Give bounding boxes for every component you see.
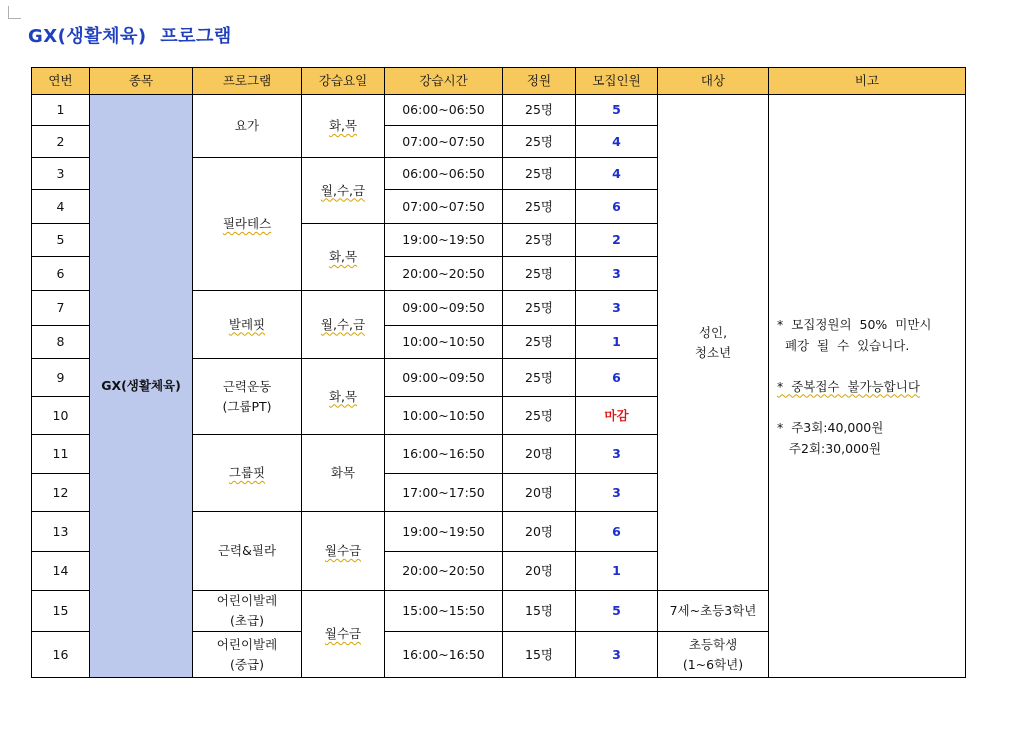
row-number: 8 <box>32 326 90 359</box>
row-number: 15 <box>32 591 90 632</box>
remarks-cell <box>769 95 966 678</box>
sport-cell: GX(생활체육) <box>90 95 193 678</box>
days-text: 화,목 <box>328 388 358 404</box>
remark-text: * 중복접수 불가능합니다 <box>777 378 920 394</box>
time-cell: 16:00~16:50 <box>385 632 503 678</box>
capacity-cell: 25명 <box>503 397 576 435</box>
header-recruit: 모집인원 <box>576 68 658 95</box>
time-cell: 16:00~16:50 <box>385 435 503 474</box>
row-number: 4 <box>32 190 90 224</box>
time-cell: 09:00~09:50 <box>385 359 503 397</box>
remark-item <box>777 417 963 459</box>
row-number: 5 <box>32 224 90 257</box>
days-cell <box>302 224 385 291</box>
remark-item <box>777 376 963 397</box>
program-text: 어린이발레 (중급) <box>216 636 278 672</box>
time-cell: 07:00~07:50 <box>385 190 503 224</box>
time-cell: 09:00~09:50 <box>385 291 503 326</box>
capacity-cell: 25명 <box>503 190 576 224</box>
header-target: 대상 <box>658 68 769 95</box>
program-text: 그룹핏 <box>228 465 266 480</box>
target-cell: 7세~초등3학년 <box>658 591 769 632</box>
days-text: 화,목 <box>328 249 358 264</box>
program-text: 근력운동 (그룹PT) <box>222 378 272 414</box>
row-number: 12 <box>32 474 90 512</box>
recruit-cell: 3 <box>576 632 658 678</box>
recruit-cell: 6 <box>576 190 658 224</box>
target-text: 초등학생 (1~6학년) <box>682 636 744 672</box>
days-cell <box>302 95 385 158</box>
days-cell <box>302 158 385 224</box>
capacity-cell: 15명 <box>503 591 576 632</box>
row-number: 11 <box>32 435 90 474</box>
time-cell: 15:00~15:50 <box>385 591 503 632</box>
days-text: 화,목 <box>328 118 358 133</box>
program-text: 발레핏 <box>228 316 266 332</box>
row-number: 3 <box>32 158 90 190</box>
capacity-cell: 20명 <box>503 512 576 552</box>
row-number: 14 <box>32 552 90 591</box>
time-cell: 17:00~17:50 <box>385 474 503 512</box>
header-sport: 종목 <box>90 68 193 95</box>
days-text: 월,수,금 <box>320 182 366 198</box>
time-cell: 06:00~06:50 <box>385 95 503 126</box>
header-time: 강습시간 <box>385 68 503 95</box>
program-cell <box>193 435 302 512</box>
days-text: 월수금 <box>324 543 362 558</box>
time-cell: 20:00~20:50 <box>385 257 503 291</box>
capacity-cell: 15명 <box>503 632 576 678</box>
capacity-cell: 25명 <box>503 291 576 326</box>
time-cell: 19:00~19:50 <box>385 512 503 552</box>
capacity-cell: 25명 <box>503 126 576 158</box>
time-cell: 07:00~07:50 <box>385 126 503 158</box>
header-days: 강습요일 <box>302 68 385 95</box>
recruit-cell: 6 <box>576 359 658 397</box>
remark-text: * 주3회:40,000원 주2회:30,000원 <box>777 419 884 456</box>
recruit-cell: 5 <box>576 95 658 126</box>
time-cell: 19:00~19:50 <box>385 224 503 257</box>
recruit-cell: 5 <box>576 591 658 632</box>
program-cell: 근력&필라 <box>193 512 302 591</box>
target-cell <box>658 95 769 591</box>
capacity-cell: 20명 <box>503 552 576 591</box>
capacity-cell: 25명 <box>503 158 576 190</box>
program-cell <box>193 359 302 435</box>
days-text: 월,수,금 <box>320 316 366 332</box>
recruit-cell: 3 <box>576 257 658 291</box>
days-cell <box>302 512 385 591</box>
remark-item <box>777 314 963 356</box>
table-row <box>32 95 966 126</box>
header-row <box>32 68 966 95</box>
recruit-cell: 2 <box>576 224 658 257</box>
page-corner-mark <box>8 6 21 19</box>
header-capacity: 정원 <box>503 68 576 95</box>
row-number: 16 <box>32 632 90 678</box>
recruit-cell-closed: 마감 <box>576 397 658 435</box>
program-table <box>31 67 966 678</box>
row-number: 6 <box>32 257 90 291</box>
program-cell <box>193 158 302 291</box>
header-remarks: 비고 <box>769 68 966 95</box>
days-text: 월수금 <box>324 626 362 641</box>
header-program: 프로그램 <box>193 68 302 95</box>
time-cell: 10:00~10:50 <box>385 326 503 359</box>
days-cell <box>302 291 385 359</box>
capacity-cell: 25명 <box>503 326 576 359</box>
program-text: 어린이발레 (초급) <box>216 593 278 628</box>
capacity-cell: 25명 <box>503 359 576 397</box>
capacity-cell: 25명 <box>503 257 576 291</box>
row-number: 2 <box>32 126 90 158</box>
header-number: 연번 <box>32 68 90 95</box>
capacity-cell: 20명 <box>503 435 576 474</box>
target-cell <box>658 632 769 678</box>
recruit-cell: 3 <box>576 291 658 326</box>
recruit-cell: 1 <box>576 552 658 591</box>
program-cell <box>193 591 302 632</box>
time-cell: 06:00~06:50 <box>385 158 503 190</box>
time-cell: 20:00~20:50 <box>385 552 503 591</box>
capacity-cell: 25명 <box>503 224 576 257</box>
row-number: 13 <box>32 512 90 552</box>
recruit-cell: 6 <box>576 512 658 552</box>
row-number: 7 <box>32 291 90 326</box>
program-cell: 요가 <box>193 95 302 158</box>
recruit-cell: 4 <box>576 158 658 190</box>
row-number: 9 <box>32 359 90 397</box>
recruit-cell: 4 <box>576 126 658 158</box>
recruit-cell: 3 <box>576 435 658 474</box>
row-number: 1 <box>32 95 90 126</box>
program-cell <box>193 632 302 678</box>
days-cell: 화목 <box>302 435 385 512</box>
row-number: 10 <box>32 397 90 435</box>
capacity-cell: 20명 <box>503 474 576 512</box>
capacity-cell: 25명 <box>503 95 576 126</box>
target-text: 성인, 청소년 <box>694 324 732 360</box>
days-cell <box>302 591 385 678</box>
recruit-cell: 3 <box>576 474 658 512</box>
page-title: GX(생활체육) 프로그램 <box>28 26 232 47</box>
time-cell: 10:00~10:50 <box>385 397 503 435</box>
days-cell <box>302 359 385 435</box>
program-text: 필라테스 <box>222 216 272 231</box>
remark-text: * 모집정원의 50% 미만시 폐강 될 수 있습니다. <box>777 316 932 353</box>
program-cell <box>193 291 302 359</box>
recruit-cell: 1 <box>576 326 658 359</box>
